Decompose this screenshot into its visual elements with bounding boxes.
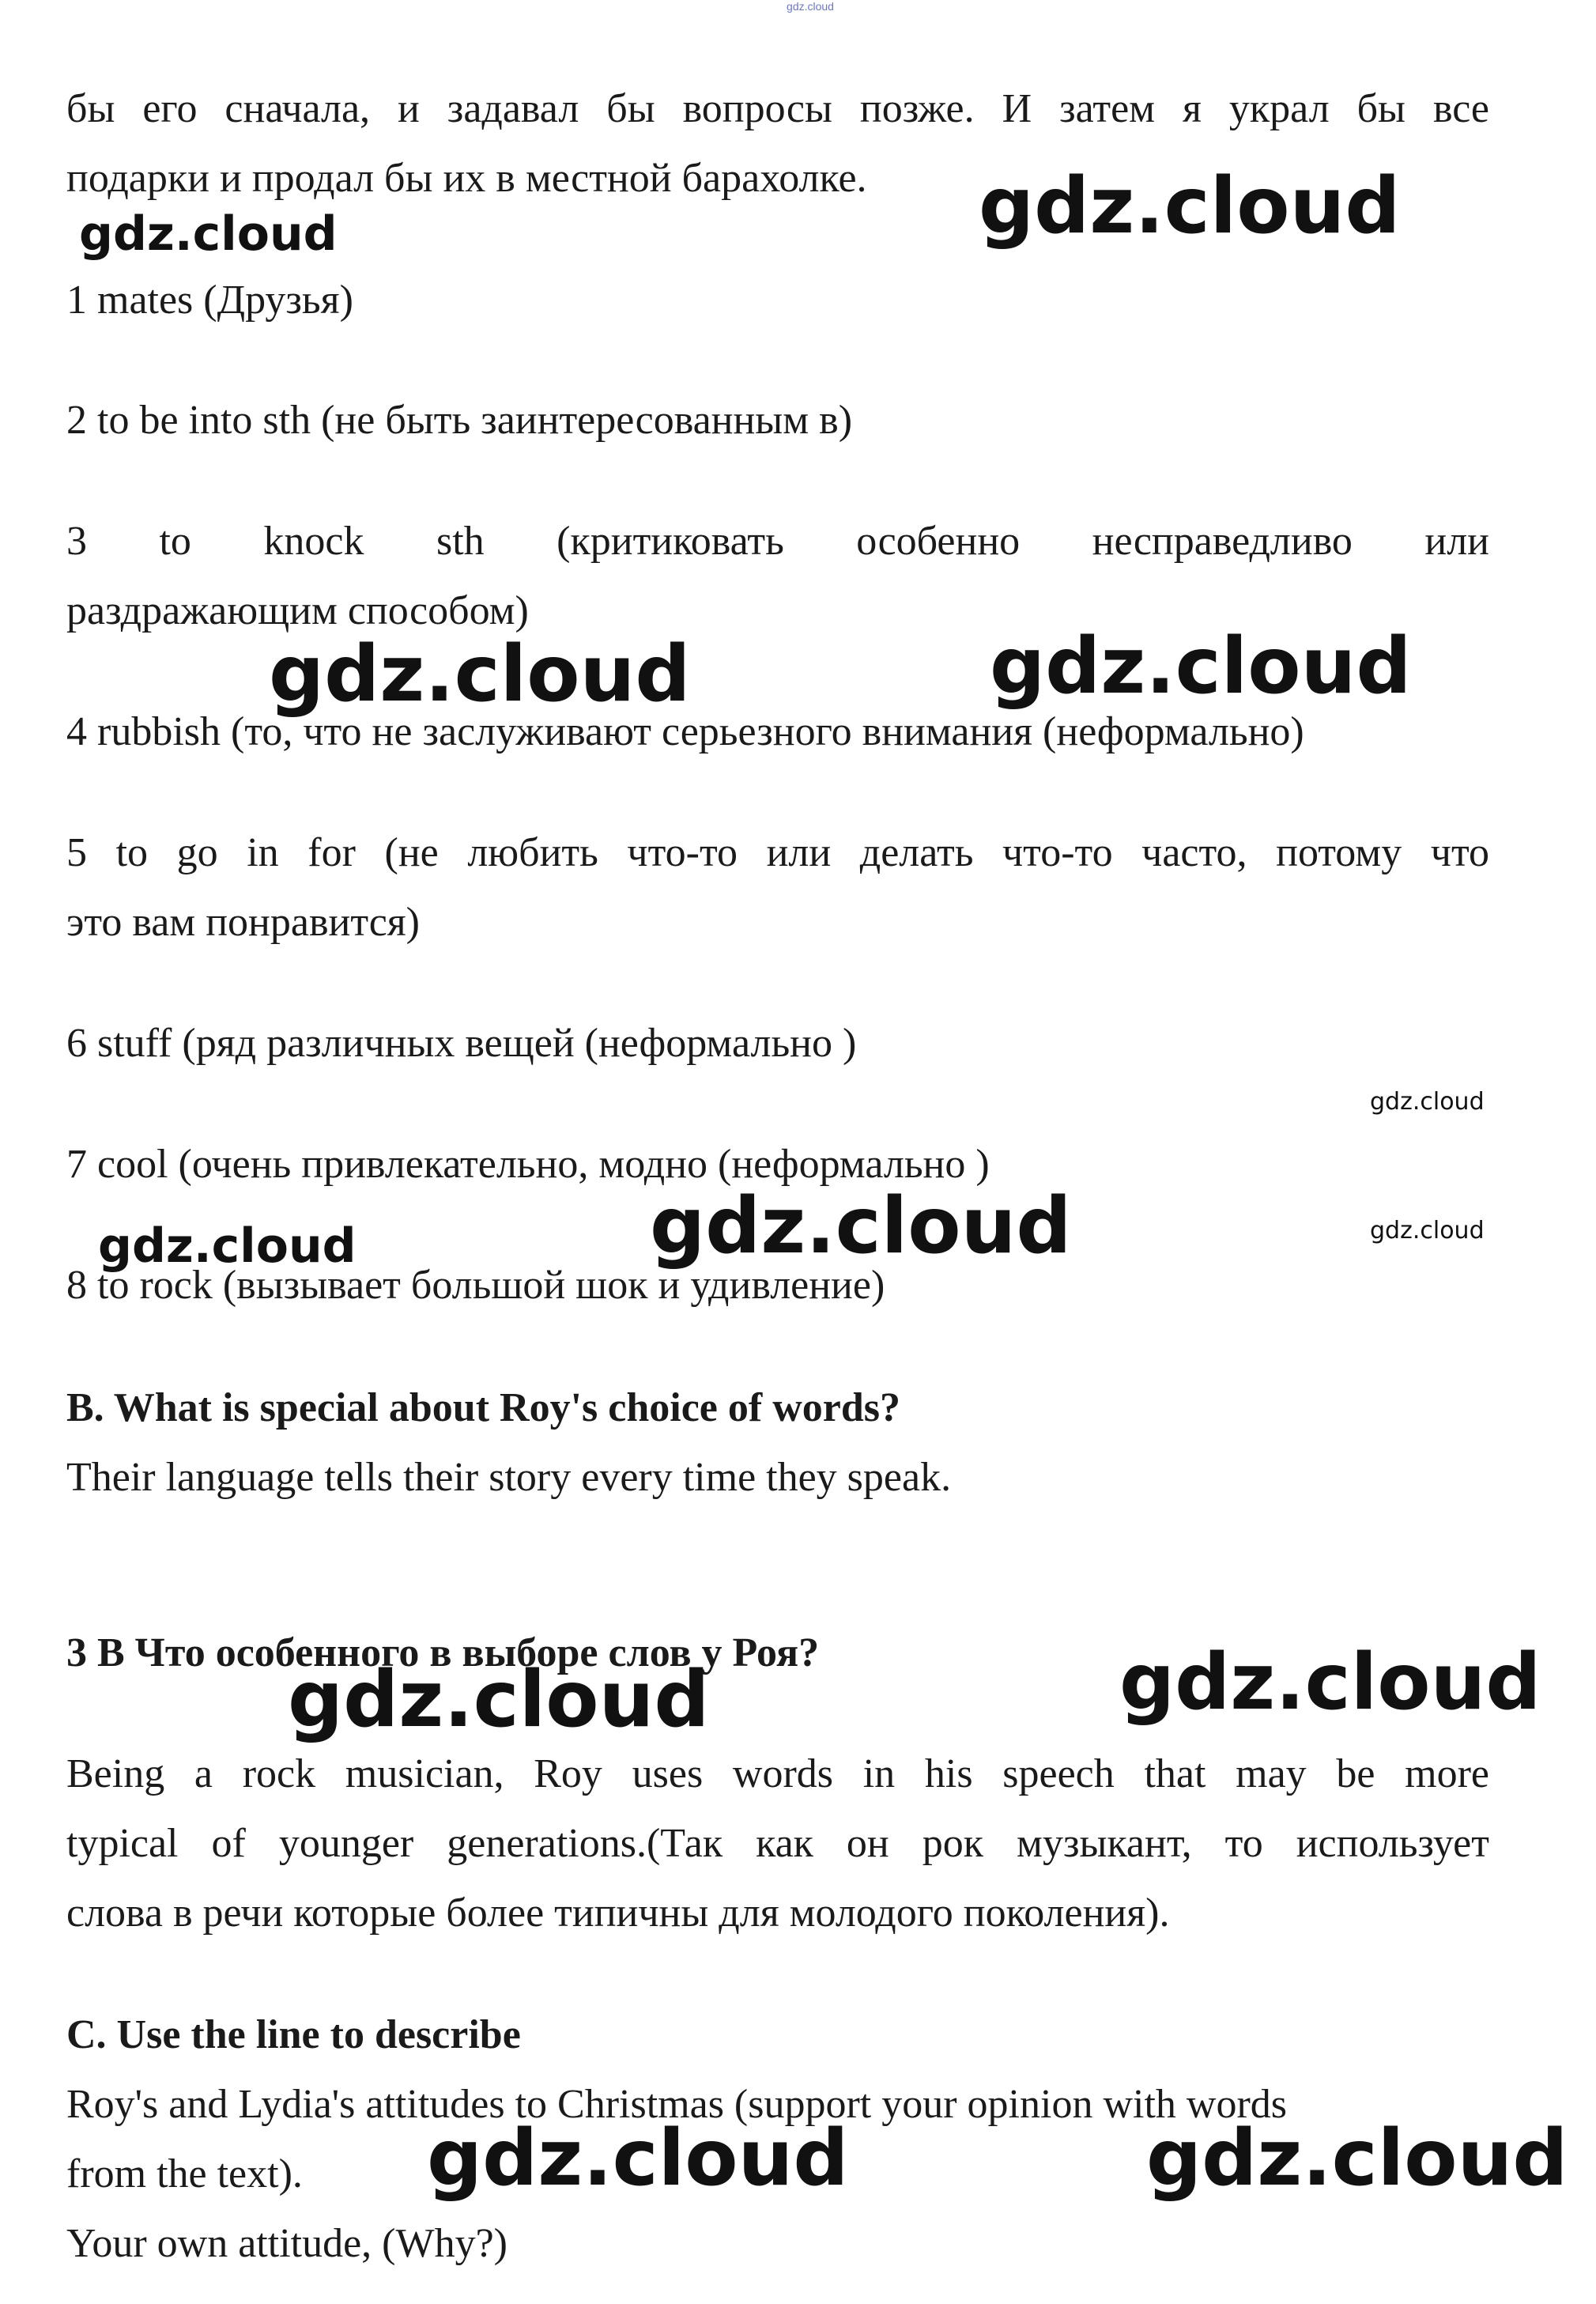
watermark-text: gdz.cloud — [1146, 2113, 1568, 2204]
text-line: подарки и продал бы их в местной барахолке. — [66, 156, 867, 201]
watermark-text: gdz.cloud — [98, 1218, 357, 1274]
header-watermark: gdz.cloud — [787, 0, 834, 13]
list-item: 1 mates (Друзья) — [66, 278, 353, 323]
list-item-continued: это вам понравится) — [66, 900, 421, 945]
list-item: 8 to rock (вызывает большой шок и удивление) — [66, 1263, 885, 1308]
list-item: 6 stuff (ряд различных вещей (неформально ) — [66, 1021, 857, 1066]
watermark-text: gdz.cloud — [1119, 1637, 1541, 1728]
watermark-text: gdz.cloud — [650, 1181, 1072, 1271]
watermark-text: gdz.cloud — [269, 629, 691, 720]
section-text: Being a rock musician, Roy uses words in his speech that may be more — [66, 1751, 1489, 1796]
list-item: 5 to go in for (не любить что-то или делать что-то часто, потому что — [66, 830, 1489, 875]
list-item-continued: раздражающим способом) — [66, 588, 529, 633]
section-text: Their language tells their story every time they speak. — [66, 1455, 952, 1500]
watermark-text: gdz.cloud — [1370, 1088, 1485, 1116]
list-item: 3 to knock sth (критиковать особенно несправедливо или — [66, 519, 1489, 564]
section-text: слова в речи которые более типичны для молодого поколения). — [66, 1890, 1170, 1936]
watermark-text: gdz.cloud — [288, 1655, 710, 1745]
list-item: 2 to be into sth (не быть заинтересованным в) — [66, 398, 853, 443]
text-line: бы его сначала, и задавал бы вопросы позже. И затем я украл бы все — [66, 86, 1489, 131]
section-text: from the text). — [66, 2151, 303, 2196]
watermark-text: gdz.cloud — [979, 161, 1401, 251]
watermark-text: gdz.cloud — [427, 2113, 849, 2204]
watermark-text: gdz.cloud — [1370, 1217, 1485, 1245]
watermark-text: gdz.cloud — [79, 206, 338, 262]
section-text: typical of younger generations.(Так как он рок музыкант, то использует — [66, 1821, 1489, 1866]
section-heading: 3 В Что особенного в выборе слов у Роя? — [66, 1630, 820, 1675]
section-text: Roy's and Lydia's attitudes to Christmas (support your opinion with words — [66, 2082, 1288, 2127]
section-heading: C. Use the line to describe — [66, 2012, 521, 2057]
section-heading: B. What is special about Roy's choice of words? — [66, 1385, 900, 1430]
watermark-text: gdz.cloud — [990, 621, 1412, 712]
list-item: 4 rubbish (то, что не заслуживают серьезного внимания (неформально) — [66, 709, 1304, 754]
section-text: Your own attitude, (Why?) — [66, 2221, 507, 2266]
list-item: 7 cool (очень привлекательно, модно (неформально ) — [66, 1142, 990, 1187]
